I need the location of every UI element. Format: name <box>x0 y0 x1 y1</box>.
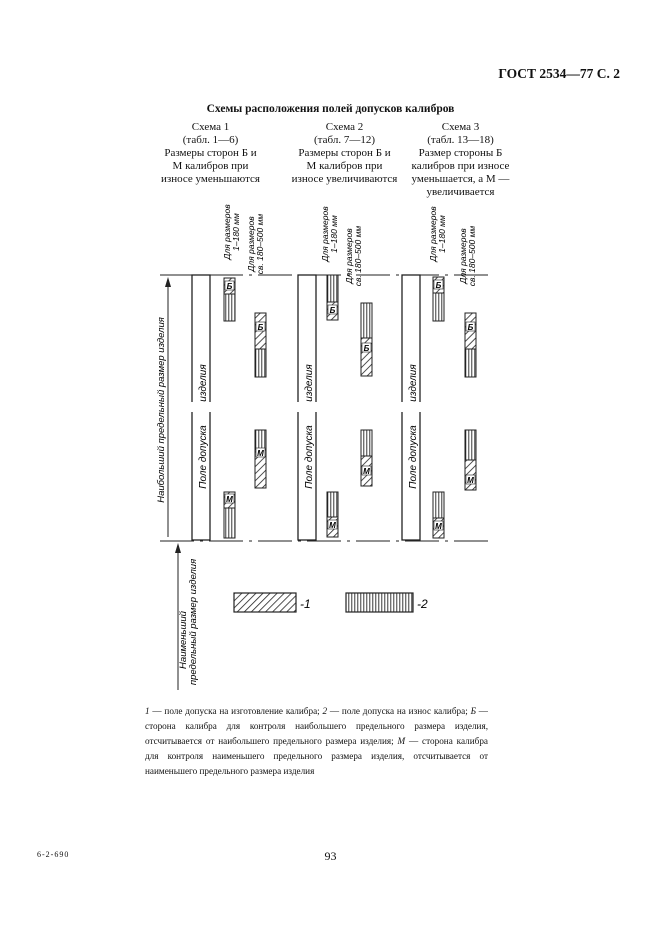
size-label: св. 180–500 мм <box>353 225 363 287</box>
caption-term: Б <box>470 706 476 716</box>
diagram-shape <box>175 543 181 553</box>
scheme-desc-line: Размеры сторон Б и <box>164 147 257 159</box>
wear-tolerance-zone <box>361 303 372 338</box>
marker-b: Б <box>467 323 474 332</box>
tolerance-diagram <box>0 185 661 705</box>
diagram-shape <box>165 277 171 287</box>
scheme-3-diagram <box>400 206 477 540</box>
size-label: Для размеров <box>428 206 438 262</box>
wear-tolerance-zone <box>255 349 266 377</box>
scheme-2-diagram <box>296 206 372 540</box>
size-label: св. 180–500 мм <box>467 225 477 287</box>
legend-label: -2 <box>417 597 428 611</box>
scheme-desc-line: износе уменьшаются <box>161 173 260 185</box>
caption-text: — сторона калибра для контроля наименьшего предельного размера изделия, отсчитывается от наименьшего предельного размера изделия <box>145 736 488 776</box>
size-label: 1–180 мм <box>329 215 339 253</box>
wear-tolerance-zone <box>224 508 235 538</box>
page-number: 93 <box>324 849 337 863</box>
caption-text: — поле допуска на износ калибра; <box>327 706 471 716</box>
scheme-desc-line: Размер стороны Б <box>418 147 503 159</box>
scheme-name: Схема 2 <box>325 121 364 133</box>
marker-b: Б <box>226 282 233 291</box>
scheme-2-heading <box>282 121 407 186</box>
scheme-desc-line: износе увеличиваются <box>291 173 398 185</box>
legend-label: -1 <box>300 597 311 611</box>
wear-tolerance-zone <box>433 293 444 321</box>
axis-max-label: Наибольший предельный размер изделия <box>156 317 167 503</box>
caption-term: М <box>397 736 406 746</box>
marker-m: М <box>467 476 474 485</box>
print-code: 6-2-690 <box>37 850 70 859</box>
zone-label: Поле допуска <box>408 425 419 489</box>
zone-label: изделия <box>304 364 315 402</box>
diagram-shape <box>190 402 214 412</box>
marker-m: М <box>226 495 233 504</box>
marker-m: М <box>329 521 336 530</box>
figure-caption <box>145 704 488 779</box>
scheme-1-heading <box>148 121 273 186</box>
zone-label: изделия <box>408 364 419 402</box>
size-label: Для размеров <box>222 204 232 260</box>
size-label: св. 180–500 мм <box>255 213 265 275</box>
legend <box>234 593 428 612</box>
scheme-desc-line: уменьшается, а М — <box>411 173 510 185</box>
wear-tolerance-zone <box>361 430 372 456</box>
size-label: Для размеров <box>344 228 354 284</box>
wear-tolerance-zone <box>255 430 266 450</box>
scheme-name: Схема 1 <box>191 121 230 133</box>
marker-m: М <box>257 449 264 458</box>
scheme-tables: (табл. 7—12) <box>314 134 375 146</box>
wear-tolerance-zone <box>433 492 444 518</box>
figure-title: Схемы расположения полей допусков калибров <box>206 103 455 115</box>
wear-tolerance-zone <box>465 349 476 377</box>
caption-term: 1 <box>145 706 150 716</box>
scheme-desc-line: увеличивается <box>426 186 495 198</box>
document-header: ГОСТ 2534—77 С. 2 <box>498 66 620 81</box>
wear-tolerance-zone <box>327 492 338 517</box>
scheme-tables: (табл. 1—6) <box>182 134 239 146</box>
legend-swatch-hatch <box>234 593 296 612</box>
zone-label: Поле допуска <box>198 425 209 489</box>
caption-text: — поле допуска на изготовление калибра; <box>149 706 323 716</box>
wear-tolerance-zone <box>327 275 338 302</box>
wear-tolerance-zone <box>224 294 235 321</box>
scheme-desc-line: М калибров при <box>306 160 383 172</box>
zone-label: изделия <box>198 364 209 402</box>
marker-m: М <box>363 467 370 476</box>
scheme-1-diagram <box>190 204 266 540</box>
wear-tolerance-zone <box>465 430 476 460</box>
size-label: 1–180 мм <box>231 213 241 251</box>
marker-b: Б <box>329 306 336 315</box>
axis-min-label: предельный размер изделия <box>188 558 199 686</box>
scheme-desc-line: Размеры сторон Б и <box>298 147 391 159</box>
size-label: Для размеров <box>246 216 256 272</box>
scheme-desc-line: калибров при износе <box>411 160 510 172</box>
caption-term: 2 <box>322 706 328 716</box>
scheme-desc-line: М калибров при <box>172 160 249 172</box>
zone-label: Поле допуска <box>304 425 315 489</box>
scheme-name: Схема 3 <box>441 121 480 133</box>
axis-min-label: Наименьший <box>178 611 189 669</box>
size-label: 1–180 мм <box>437 215 447 253</box>
diagram-shape <box>400 402 424 412</box>
marker-b: Б <box>363 344 370 353</box>
size-label: Для размеров <box>320 206 330 262</box>
legend-swatch-vertical <box>346 593 413 612</box>
marker-b: Б <box>257 323 264 332</box>
marker-m: М <box>435 522 442 531</box>
diagram-shape <box>296 402 320 412</box>
size-label: Для размеров <box>458 228 468 284</box>
marker-b: Б <box>435 281 442 290</box>
scheme-tables: (табл. 13—18) <box>427 134 494 146</box>
caption-text: — сторона калибра для контроля наибольшего предельного размера изделия, отсчитывается от наибольшего предельного размера изделия; <box>145 706 488 746</box>
